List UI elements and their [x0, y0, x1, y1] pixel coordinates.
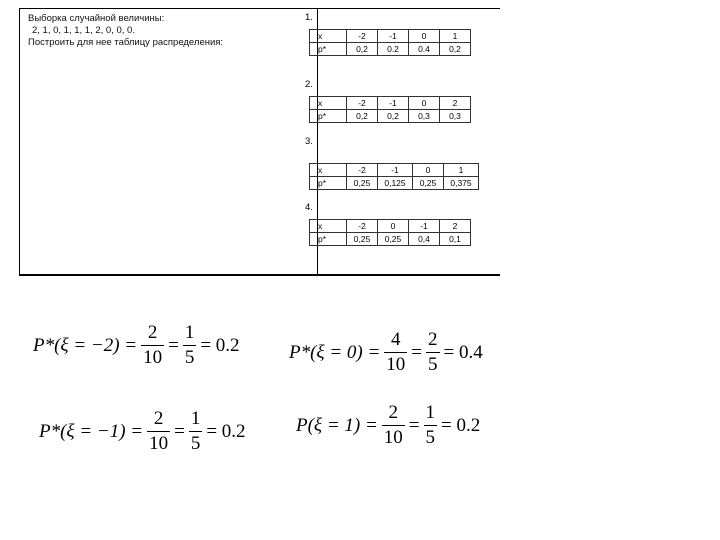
numerator: 2 [153, 408, 164, 429]
option-3-table [309, 163, 479, 190]
denominator: 5 [190, 433, 201, 454]
row-label-p: p* [310, 110, 347, 123]
denominator: 5 [428, 354, 438, 375]
formula-lhs: P*(ξ = −1) = [39, 420, 144, 442]
fraction [189, 408, 203, 455]
formula-result: = 0.4 [443, 341, 483, 363]
fraction [183, 322, 197, 369]
row-label-p: p* [310, 233, 347, 246]
p-value: 0.4 [409, 43, 440, 56]
x-value: 1 [440, 30, 471, 43]
formula-result: = 0.2 [206, 420, 246, 442]
row-label-x: x [310, 97, 347, 110]
formula-lhs: P(ξ = 1) = [296, 414, 378, 436]
x-value: 1 [444, 164, 479, 177]
denominator: 10 [149, 433, 169, 454]
option-4-number: 4. [305, 202, 313, 213]
x-value: 0 [413, 164, 444, 177]
task-statement [28, 13, 223, 49]
denominator: 10 [143, 347, 163, 368]
option-1-table [309, 29, 471, 56]
p-value: 0,25 [347, 233, 378, 246]
row-label-x: x [310, 30, 347, 43]
formula-p-minus-2: P*(ξ = −2) = $\frac{2}{10}$ = $\frac{1}{5}$ = 0.2 [33, 322, 240, 368]
numerator: 2 [388, 402, 399, 423]
formula-lhs: P*(ξ = 0) = [289, 341, 381, 363]
option-4-table [309, 219, 471, 246]
x-value: -1 [378, 30, 409, 43]
task-line-2: 2, 1, 0, 1, 1, 1, 2, 0, 0, 0. [32, 25, 135, 36]
p-value: 0.2 [378, 43, 409, 56]
p-value: 0,25 [347, 177, 378, 190]
p-value: 0,375 [444, 177, 479, 190]
p-value: 0,2 [440, 43, 471, 56]
fraction [141, 322, 164, 369]
table-row [310, 110, 471, 123]
formula-p-1: P(ξ = 1) = $\frac{2}{10}$ = $\frac{1}{5}$ = 0.2 [296, 402, 481, 448]
formula-result: = 0.2 [441, 414, 481, 436]
numerator: 2 [147, 322, 158, 343]
formula-p-minus-1: P*(ξ = −1) = $\frac{2}{10}$ = $\frac{1}{5}$ = 0.2 [39, 408, 246, 454]
table-row [310, 177, 479, 190]
p-value: 0,2 [378, 110, 409, 123]
denominator: 5 [184, 347, 195, 368]
p-value: 0,25 [413, 177, 444, 190]
p-value: 0,25 [378, 233, 409, 246]
numerator: 2 [428, 329, 438, 350]
formula-lhs: P*(ξ = −2) = [33, 334, 138, 356]
p-value: 0,2 [347, 43, 378, 56]
p-value: 0,3 [409, 110, 440, 123]
x-value: -1 [378, 164, 413, 177]
task-line-3: Построить для нее таблицу распределения: [28, 37, 224, 48]
p-value: 0,125 [378, 177, 413, 190]
task-line-1: Выборка случайной величины: [28, 13, 165, 24]
fraction [424, 402, 438, 449]
table-row [310, 30, 471, 43]
table-row [310, 164, 479, 177]
p-value: 0,3 [440, 110, 471, 123]
table-row [310, 97, 471, 110]
x-value: 0 [409, 30, 440, 43]
denominator: 5 [425, 427, 436, 448]
x-value: -2 [347, 97, 378, 110]
row-label-p: p* [310, 43, 347, 56]
numerator: 4 [391, 329, 401, 350]
row-label-x: x [310, 220, 347, 233]
table-row [310, 43, 471, 56]
numerator: 1 [425, 402, 436, 423]
option-3-number: 3. [305, 136, 313, 147]
denominator: 10 [386, 354, 406, 375]
x-value: 0 [409, 97, 440, 110]
fraction [382, 402, 405, 449]
numerator: 1 [190, 408, 201, 429]
x-value: -1 [409, 220, 440, 233]
p-value: 0,2 [347, 110, 378, 123]
option-2-number: 2. [305, 79, 313, 90]
x-value: 0 [378, 220, 409, 233]
table-row [310, 220, 471, 233]
row-label-p: p* [310, 177, 347, 190]
fraction [384, 329, 407, 376]
fraction [426, 329, 440, 376]
x-value: -2 [347, 220, 378, 233]
x-value: 2 [440, 220, 471, 233]
x-value: -2 [347, 30, 378, 43]
p-value: 0,4 [409, 233, 440, 246]
row-label-x: x [310, 164, 347, 177]
formula-p-0: P*(ξ = 0) = $\frac{4}{10}$ = $\frac{2}{5}$ = 0.4 [289, 329, 483, 375]
option-2-table [309, 96, 471, 123]
table-row [310, 233, 471, 246]
p-value: 0,1 [440, 233, 471, 246]
denominator: 10 [383, 427, 403, 448]
formula-result: = 0.2 [200, 334, 240, 356]
option-1-number: 1. [305, 12, 313, 23]
x-value: -1 [378, 97, 409, 110]
numerator: 1 [184, 322, 195, 343]
fraction [147, 408, 170, 455]
x-value: 2 [440, 97, 471, 110]
x-value: -2 [347, 164, 378, 177]
